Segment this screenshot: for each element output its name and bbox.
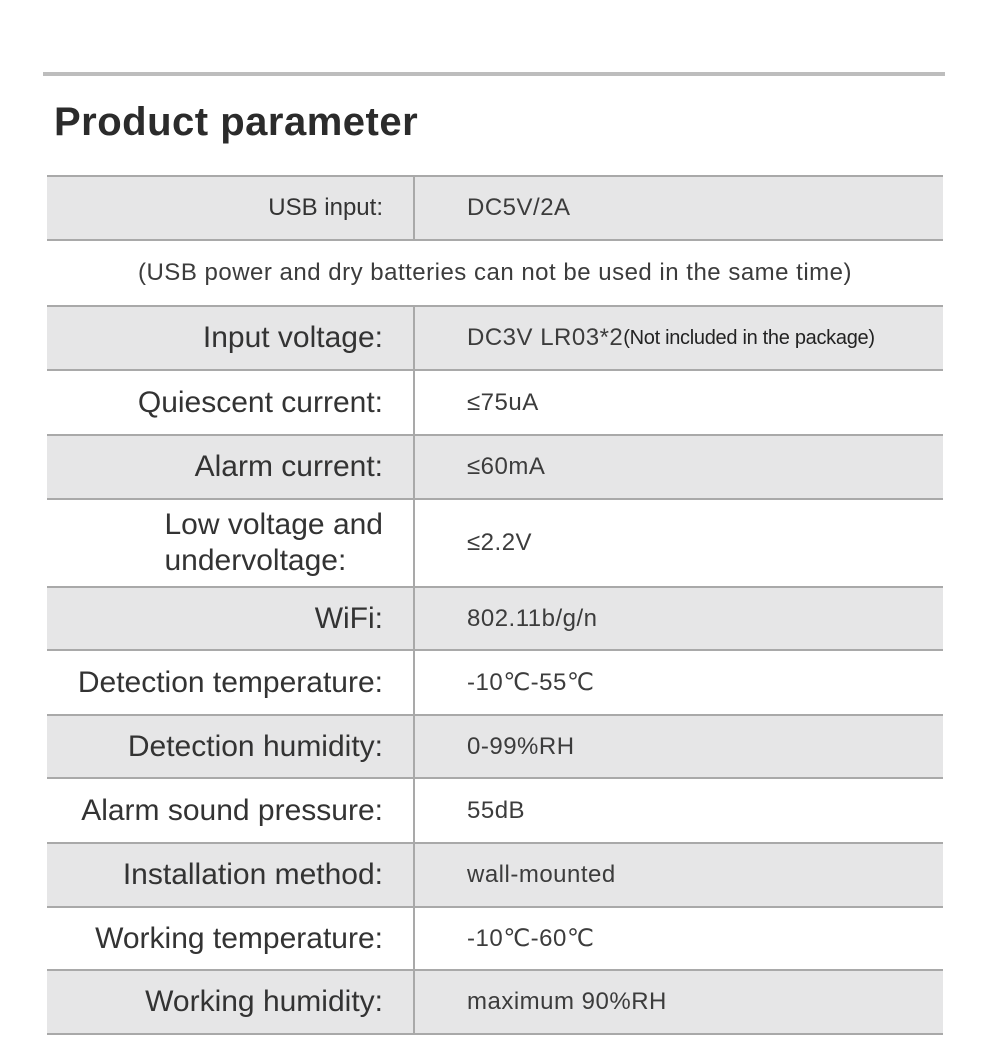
low-voltage-label-line1: Low voltage and xyxy=(164,508,383,541)
table-row-input-voltage xyxy=(47,307,943,371)
alarm-sound-pressure-label: Alarm sound pressure: xyxy=(47,779,415,842)
table-row-usb-input xyxy=(47,177,943,241)
installation-method-label: Installation method: xyxy=(47,844,415,906)
working-humidity-label: Working humidity: xyxy=(47,971,415,1033)
table-row-alarm-current xyxy=(47,436,943,500)
usb-input-label: USB input: xyxy=(47,177,415,239)
detection-humidity-value: 0-99%RH xyxy=(467,732,575,760)
table-row-detection-humidity xyxy=(47,716,943,779)
parameter-table xyxy=(47,175,943,1035)
quiescent-current-label: Quiescent current: xyxy=(47,371,415,434)
table-row-working-humidity xyxy=(47,971,943,1035)
alarm-current-value: ≤60mA xyxy=(467,453,546,480)
input-voltage-value-cell xyxy=(415,307,943,369)
working-temperature-label: Working temperature: xyxy=(47,908,415,969)
alarm-current-label: Alarm current: xyxy=(47,436,415,498)
table-row-installation-method xyxy=(47,844,943,908)
low-voltage-label-line2: undervoltage: xyxy=(164,544,347,577)
input-voltage-note: (Not included in the package) xyxy=(623,326,875,349)
table-row-alarm-sound-pressure xyxy=(47,779,943,844)
detection-temperature-value: -10℃-55℃ xyxy=(467,669,595,696)
table-row-low-voltage xyxy=(47,500,943,588)
input-voltage-label: Input voltage: xyxy=(47,307,415,369)
usb-input-value: DC5V/2A xyxy=(467,194,571,221)
input-voltage-value: DC3V LR03*2 xyxy=(467,324,624,351)
low-voltage-label-text xyxy=(165,507,384,579)
detection-humidity-label: Detection humidity: xyxy=(47,716,415,777)
working-humidity-value: maximum 90%RH xyxy=(467,988,667,1015)
working-temperature-value: -10℃-60℃ xyxy=(467,925,595,952)
table-row-quiescent-current xyxy=(47,371,943,436)
top-divider xyxy=(43,72,945,76)
table-row-wifi xyxy=(47,588,943,651)
quiescent-current-value: ≤75uA xyxy=(467,388,539,416)
wifi-value: 802.11b/g/n xyxy=(467,604,598,632)
table-row-detection-temperature xyxy=(47,651,943,716)
wifi-label: WiFi: xyxy=(47,588,415,649)
table-row-working-temperature xyxy=(47,908,943,971)
installation-method-value: wall-mounted xyxy=(467,861,616,888)
usb-power-note: (USB power and dry batteries can not be used in the same time) xyxy=(47,241,943,307)
low-voltage-value: ≤2.2V xyxy=(467,529,533,556)
low-voltage-label xyxy=(47,500,415,586)
alarm-sound-pressure-value: 55dB xyxy=(467,796,526,824)
page-title: Product parameter xyxy=(54,100,419,144)
detection-temperature-label: Detection temperature: xyxy=(47,651,415,714)
